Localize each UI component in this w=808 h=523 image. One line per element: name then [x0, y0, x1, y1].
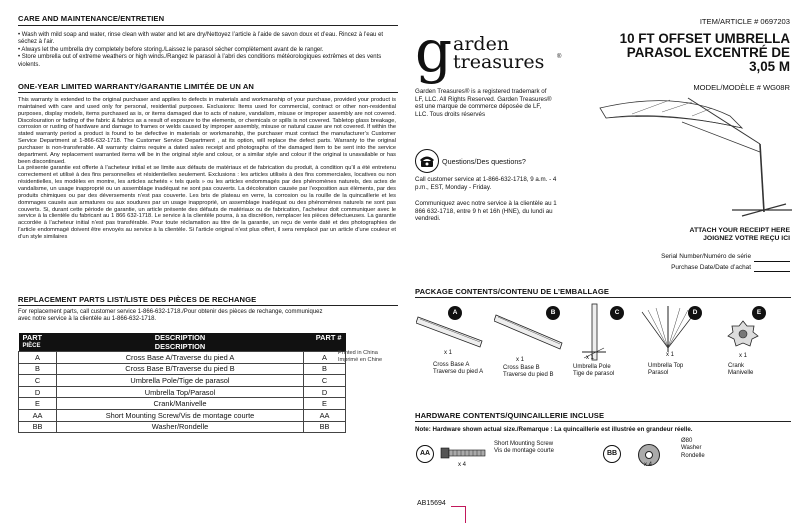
- desc-cell: Cross Base B/Traverse du pied B: [57, 363, 304, 375]
- table-row: [19, 375, 346, 387]
- logo-reg: ®: [557, 54, 562, 60]
- col-num: PART #: [304, 333, 346, 352]
- purchase-label: Purchase Date/Date d’achat: [671, 263, 751, 271]
- part-cell: BB: [19, 421, 57, 433]
- hardware-bb-size: Ø80: [681, 438, 693, 444]
- care-list: [18, 32, 396, 69]
- serial-label: Serial Number/Numéro de série: [661, 253, 751, 260]
- desc-cell: Washer/Rondelle: [57, 421, 304, 433]
- hardware-bb-name-en: Washer: [681, 445, 702, 452]
- hardware-bb-badge: BB: [603, 445, 621, 463]
- brand-logo: [415, 17, 575, 85]
- hardware-aa-name-en: Short Mounting Screw: [494, 441, 554, 447]
- hardware-heading: HARDWARE CONTENTS/QUINCAILLERIE INCLUSE: [415, 411, 605, 420]
- part-b-name: [503, 365, 553, 380]
- col-desc-label: DESCRIPTION: [154, 333, 206, 342]
- table-row: [19, 409, 346, 421]
- hardware-aa-name: [494, 441, 554, 456]
- part-b-name-en: Cross Base B: [503, 365, 540, 371]
- part-d-qty: x 1: [666, 352, 675, 358]
- serial-field: [600, 253, 790, 262]
- questions-label: Questions/Des questions?: [442, 157, 526, 166]
- logo-line1: arden: [453, 33, 510, 55]
- divider: [18, 92, 398, 93]
- table-row: [19, 363, 346, 375]
- col-desc: [57, 333, 304, 352]
- care-item: • Wash with mild soap and water, rinse clean with water and let are dry/Nettoyez l’article à l’aide de savon doux et d’eau. Rincez à l’eau et séchez à l’air.: [18, 32, 384, 46]
- title-line2: PARASOL EXCENTRÉ DE: [626, 45, 790, 60]
- hardware-aa-name-fr: Vis de montage courte: [494, 448, 554, 455]
- purchase-line: [754, 271, 790, 272]
- parts-table: [18, 333, 346, 433]
- trim-mark: [451, 506, 465, 507]
- hardware-bb-name-fr: Rondelle: [681, 452, 705, 459]
- num-cell: E: [304, 398, 346, 410]
- warranty-text: [18, 97, 396, 241]
- part-d-name: [648, 363, 683, 378]
- part-d-name-en: Umbrella Top: [648, 363, 684, 369]
- divider: [415, 297, 791, 298]
- attach-receipt: [690, 227, 790, 243]
- part-cell: B: [19, 363, 57, 375]
- replacement-heading: REPLACEMENT PARTS LIST/LISTE DES PIÈCES DE RECHANGE: [18, 295, 257, 304]
- part-d-name-fr: Parasol: [648, 370, 669, 377]
- desc-cell: Umbrella Pole/Tige de parasol: [57, 375, 304, 387]
- part-d-badge: D: [688, 306, 702, 320]
- desc-cell: Short Mounting Screw/Vis de montage courte: [57, 409, 304, 421]
- package-heading: PACKAGE CONTENTS/CONTENU DE L’EMBALLAGE: [415, 287, 610, 296]
- title-line1: 10 FT OFFSET UMBRELLA: [619, 31, 790, 46]
- hardware-bb-name: [681, 438, 705, 460]
- part-cell: AA: [19, 409, 57, 421]
- table-row: [19, 386, 346, 398]
- part-cell: C: [19, 375, 57, 387]
- purchase-field: [600, 264, 790, 273]
- num-cell: C: [304, 375, 346, 387]
- care-item: • Always let the umbrella dry completely before storing./Laissez le parasol sécher complètement avant de le ranger.: [18, 46, 324, 53]
- product-title: [620, 32, 790, 74]
- num-cell: AA: [304, 409, 346, 421]
- care-heading: CARE AND MAINTENANCE/ENTRETIEN: [18, 14, 165, 23]
- divider: [18, 25, 398, 26]
- part-a-name-fr: Traverse du pied A: [433, 369, 484, 376]
- part-e-name: [728, 363, 753, 378]
- crank-icon: [726, 318, 760, 350]
- hardware-aa-qty: x 4: [458, 462, 467, 468]
- logo-g: g: [415, 17, 453, 85]
- serial-line: [754, 261, 790, 262]
- part-e-name-fr: Manivelle: [728, 370, 754, 377]
- part-a-name: [433, 362, 483, 377]
- col-piece-label: PIÈCE: [22, 343, 41, 349]
- model-number: MODEL/MODÈLE # WG08R: [693, 83, 790, 92]
- desc-cell: Umbrella Top/Parasol: [57, 386, 304, 398]
- trim-mark-vertical: [465, 506, 466, 523]
- table-row: [19, 352, 346, 364]
- desc-cell: Cross Base A/Traverse du pied A: [57, 352, 304, 364]
- hardware-bb-qty: x 4: [644, 462, 653, 468]
- part-c-name-en: Umbrella Pole: [573, 364, 611, 370]
- printed-en: Printed in China: [338, 350, 378, 356]
- col-desc-fr-label: DESCRIPTION: [154, 342, 206, 351]
- umbrella-illustration: [592, 92, 792, 220]
- part-b-qty: x 1: [516, 357, 525, 363]
- part-e-qty: x 1: [739, 353, 748, 359]
- part-a-qty: x 1: [444, 350, 453, 356]
- printed-in: [338, 350, 382, 364]
- contact-fr: Communiquez avec notre service à la clientèle au 1 866 632-1718, entre 9 h et 16h (HNE), du lundi au vendredi.: [415, 200, 557, 223]
- hardware-aa-badge: AA: [416, 445, 434, 463]
- receipt-fields: [600, 253, 790, 272]
- attach-fr: JOIGNEZ VOTRE REÇU ICI: [703, 235, 790, 242]
- num-cell: B: [304, 363, 346, 375]
- contact-en: Call customer service at 1-866-632-1718, 9 a.m. - 4 p.m., EST, Monday - Friday.: [415, 176, 557, 191]
- brand-legal: Garden Treasures® is a registered trademark of LF, LLC. All Rights Reserved. Garden Treasures® est une marque de commerce déposée de LF, LLC. Tous droits réservés: [415, 88, 552, 118]
- washer-hole: [645, 451, 653, 459]
- table-row: [19, 398, 346, 410]
- divider: [18, 305, 398, 306]
- col-part-label: PART: [22, 333, 43, 342]
- part-a-badge: A: [448, 306, 462, 320]
- part-c-name: [573, 364, 614, 379]
- num-cell: BB: [304, 421, 346, 433]
- warranty-text-en: This warranty is extended to the original purchaser and applies to defects in materials and workmanship of your purchase, provided your product is maintained with care and used only for personal, residential purposes. Exclusions: Items used for commercial, contract or other non-residential purposes, display models, items purchased as is, or items damaged due to acts of nature, vandalism, misuse or improper assembly are not covered. Discolouration or fading of the fabric & fabrics as a result of exposure to the elements, or chemicals or spills is not covered. Tabletop glass breakage, corrosion or rusting of hardware and damage to frames or welds caused by improper assembly, misuse or natural cause are not covered. If within the stated warranty period a product is found to be defective in materials or workmanship, the purchaser must contact the manufacturer’s Customer Service Department at 1-866-632-1718. The Customer Service Department , at its option, will replace the defect parts. Warranty to the original purchaser is non-transferable. All warranty claims require a dated sales receipt and photographs of the damaged item to be sent into the service department. Any replacement warranted items will be in the original style and colour, or a similar style and colour if the original is unavailable or has been discontinued.: [18, 97, 396, 165]
- replacement-intro: For replacement parts, call customer service 1-866-632-1718./Pour obtenir des pièces de rechange, communiquez avec notre service à la clientèle au 1-866-632-1718.: [18, 309, 323, 323]
- warranty-heading: ONE-YEAR LIMITED WARRANTY/GARANTIE LIMITÉE DE UN AN: [18, 82, 255, 91]
- table-row: [19, 421, 346, 433]
- num-cell: D: [304, 386, 346, 398]
- printed-fr: Imprimé en Chine: [338, 356, 383, 363]
- part-cell: D: [19, 386, 57, 398]
- logo-line2: treasures: [453, 51, 545, 73]
- care-item: • Store umbrella out of extreme weathers or high winds./Rangez le parasol à l’abri des conditions météorologiques extrêmes et des vents violents.: [18, 54, 382, 68]
- part-a-name-en: Cross Base A: [433, 362, 470, 368]
- col-part: [19, 333, 57, 352]
- part-cell: E: [19, 398, 57, 410]
- item-number: ITEM/ARTICLE # 0697203: [699, 17, 790, 26]
- hardware-note: Note: Hardware shown actual size./Remarque : La quincaillerie est illustrée en grandeur réelle.: [415, 426, 693, 433]
- title-line3: 3,05 M: [749, 59, 790, 74]
- desc-cell: Crank/Manivelle: [57, 398, 304, 410]
- divider: [415, 421, 791, 422]
- screw-icon: [439, 446, 489, 460]
- num-cell: A: [304, 352, 346, 364]
- part-c-qty: x 1: [586, 355, 595, 361]
- part-c-badge: C: [610, 306, 624, 320]
- part-e-badge: E: [752, 306, 766, 320]
- phone-icon-svg: [416, 150, 438, 172]
- part-b-name-fr: Traverse du pied B: [503, 372, 554, 379]
- footer-code: AB15694: [417, 500, 446, 507]
- phone-icon: [415, 149, 439, 173]
- part-e-name-en: Crank: [728, 363, 745, 369]
- attach-en: ATTACH YOUR RECEIPT HERE: [689, 227, 790, 234]
- part-cell: A: [19, 352, 57, 364]
- part-c-name-fr: Tige de parasol: [573, 371, 615, 378]
- warranty-text-fr: La présente garantie est offerte à l’acheteur initial et se limite aux défauts de matériaux et de fabrication du produit, à condition qu’il a été entretenu correctement et utilisé à des fins personnelles et résidentielles seulement. Exclusions : les articles utilisés à des fins commerciales, locatives ou non résidentielles, les modèles en montre, les articles achetés « tels quels » ou les articles endommagés par des phénomènes naturels, des actes de vandalisme, un usage inapproprié ou un assemblage inadéquat ne sont pas couverts. La décoloration causée par l’exposition aux éléments, par des produits chimiques ou par des déversements n’est pas couverte. Les bris de plateau en verre, la corrosion ou la rouille de la quincaillerie et les dommages causés aux armatures ou aux soudures par un usage inapproprié, un assemblage inadéquat ou des phénomènes naturels ne sont pas couverts. Si, durant cette période de garantie, un article présente des défauts de matériaux ou de fabrication, l’acheteur doit communiquer avec le service à la clientèle du fabricant au 1 866 632-1718. Le service à la clientèle pourra, à sa discrétion, remplacer les pièces défectueuses. La garantie accordée à l’acheteur initial n’est pas transférable. Pour toute réclamation au titre de la garantie, un reçu de vente daté et des photographies de l’article endommagé doivent être envoyés au service à la clientèle. Si l’article original n’est plus offert, il sera remplacé par un article d’une couleur et d’un style similaires: [18, 165, 396, 240]
- part-b-badge: B: [546, 306, 560, 320]
